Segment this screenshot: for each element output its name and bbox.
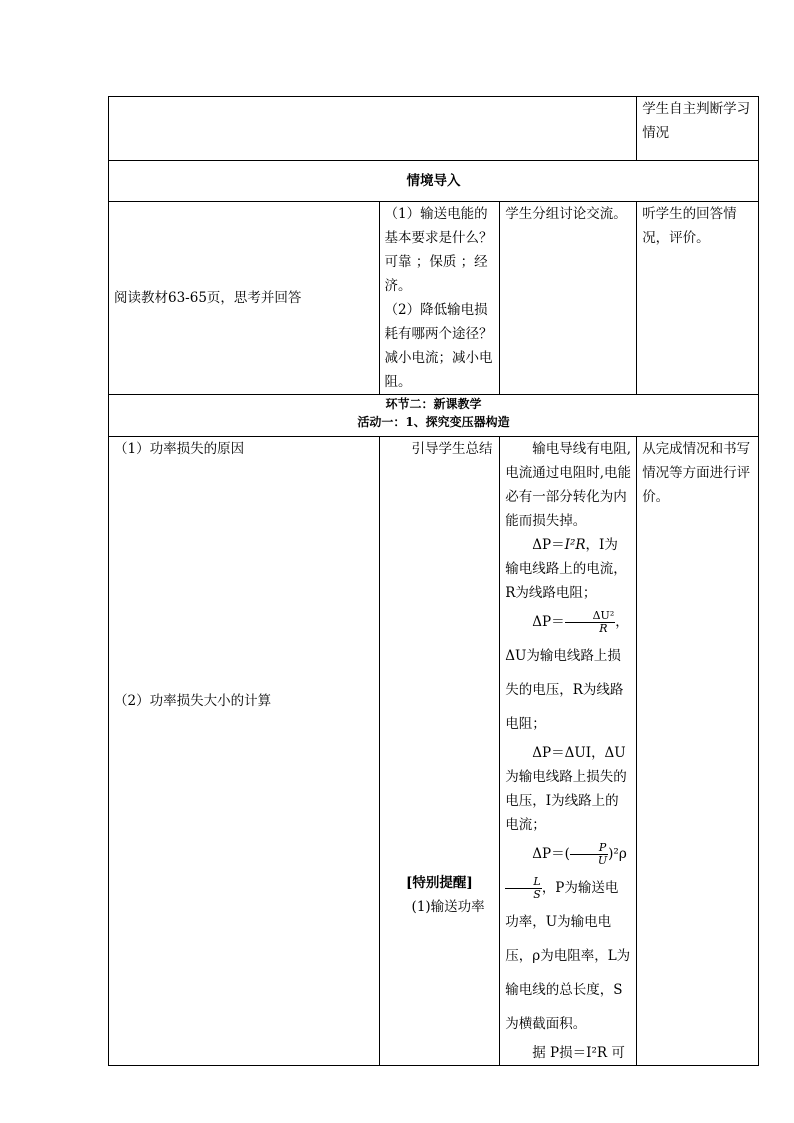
teacher-guide: 引导学生总结 [411, 441, 493, 457]
special-note-label: [特别提醒] [406, 875, 473, 891]
table-row [109, 395, 759, 437]
content-item-2: （2）功率损失大小的计算 [114, 693, 272, 709]
formula-1: ΔP＝I²R，I为输电线路上的电流，R为线路电阻； [505, 537, 627, 601]
content-item-1: （1）功率损失的原因 [114, 441, 245, 457]
activity-title: 活动一：1、探究变压器构造 [357, 415, 510, 429]
content-cell: 阅读教材63-65页，思考并回答 [109, 202, 380, 395]
formula-3: ΔP＝ΔUI，ΔU为输电线路上损失的电压，I为线路上的电流； [505, 745, 627, 833]
table-row [109, 161, 759, 202]
table-row [109, 202, 759, 395]
question-1: （1）输送电能的基本要求是什么？ [384, 206, 493, 246]
last-line: 据 P损＝I²R 可 [532, 1045, 625, 1061]
evaluation-cell: 从完成情况和书写情况等方面进行评价。 [637, 437, 759, 1066]
lesson-plan-table [108, 96, 759, 1066]
content-cell [109, 437, 380, 1066]
spacer [385, 461, 495, 871]
question-2: （2）降低输电损耗有哪两个途径？ [384, 302, 493, 342]
section-header-cell [109, 395, 759, 437]
evaluation-cell: 学生自主判断学习情况 [637, 97, 759, 161]
spacer [114, 461, 374, 689]
formula-4: ΔP＝( $\frac{P}{U}$ )²ρ $\frac{L}{S}$ ，P为输送电功率，U为输电电压，ρ为电阻率，L为输电线的总长度，S为横截面积。 [505, 841, 631, 1032]
teacher-note-text: (1)输送功率 [411, 899, 485, 915]
teacher-activity-cell [379, 437, 500, 1066]
section-title: 环节二：新课教学 [385, 397, 482, 411]
section-title: 情境导入 [109, 161, 759, 202]
teacher-activity-cell [379, 202, 500, 395]
answer-2: 减小电流；减小电阻。 [384, 350, 493, 390]
student-activity-cell: 学生分组讨论交流。 [500, 202, 637, 395]
empty-cell [109, 97, 637, 161]
evaluation-cell: 听学生的回答情况，评价。 [637, 202, 759, 395]
answer-1: 可靠 ；保质 ；经济。 [384, 254, 488, 294]
table-row [109, 437, 759, 1066]
student-activity-cell [500, 437, 637, 1066]
loss-reason-text: 输电导线有电阻,电流通过电阻时,电能必有一部分转化为内能而损失掉。 [505, 441, 632, 529]
formula-2: ΔP＝ $\frac{\text{ΔU²}}{R}$ ，ΔU为输电线路上损失的电压，R为线路电阻； [505, 609, 629, 732]
table-row [109, 97, 759, 161]
